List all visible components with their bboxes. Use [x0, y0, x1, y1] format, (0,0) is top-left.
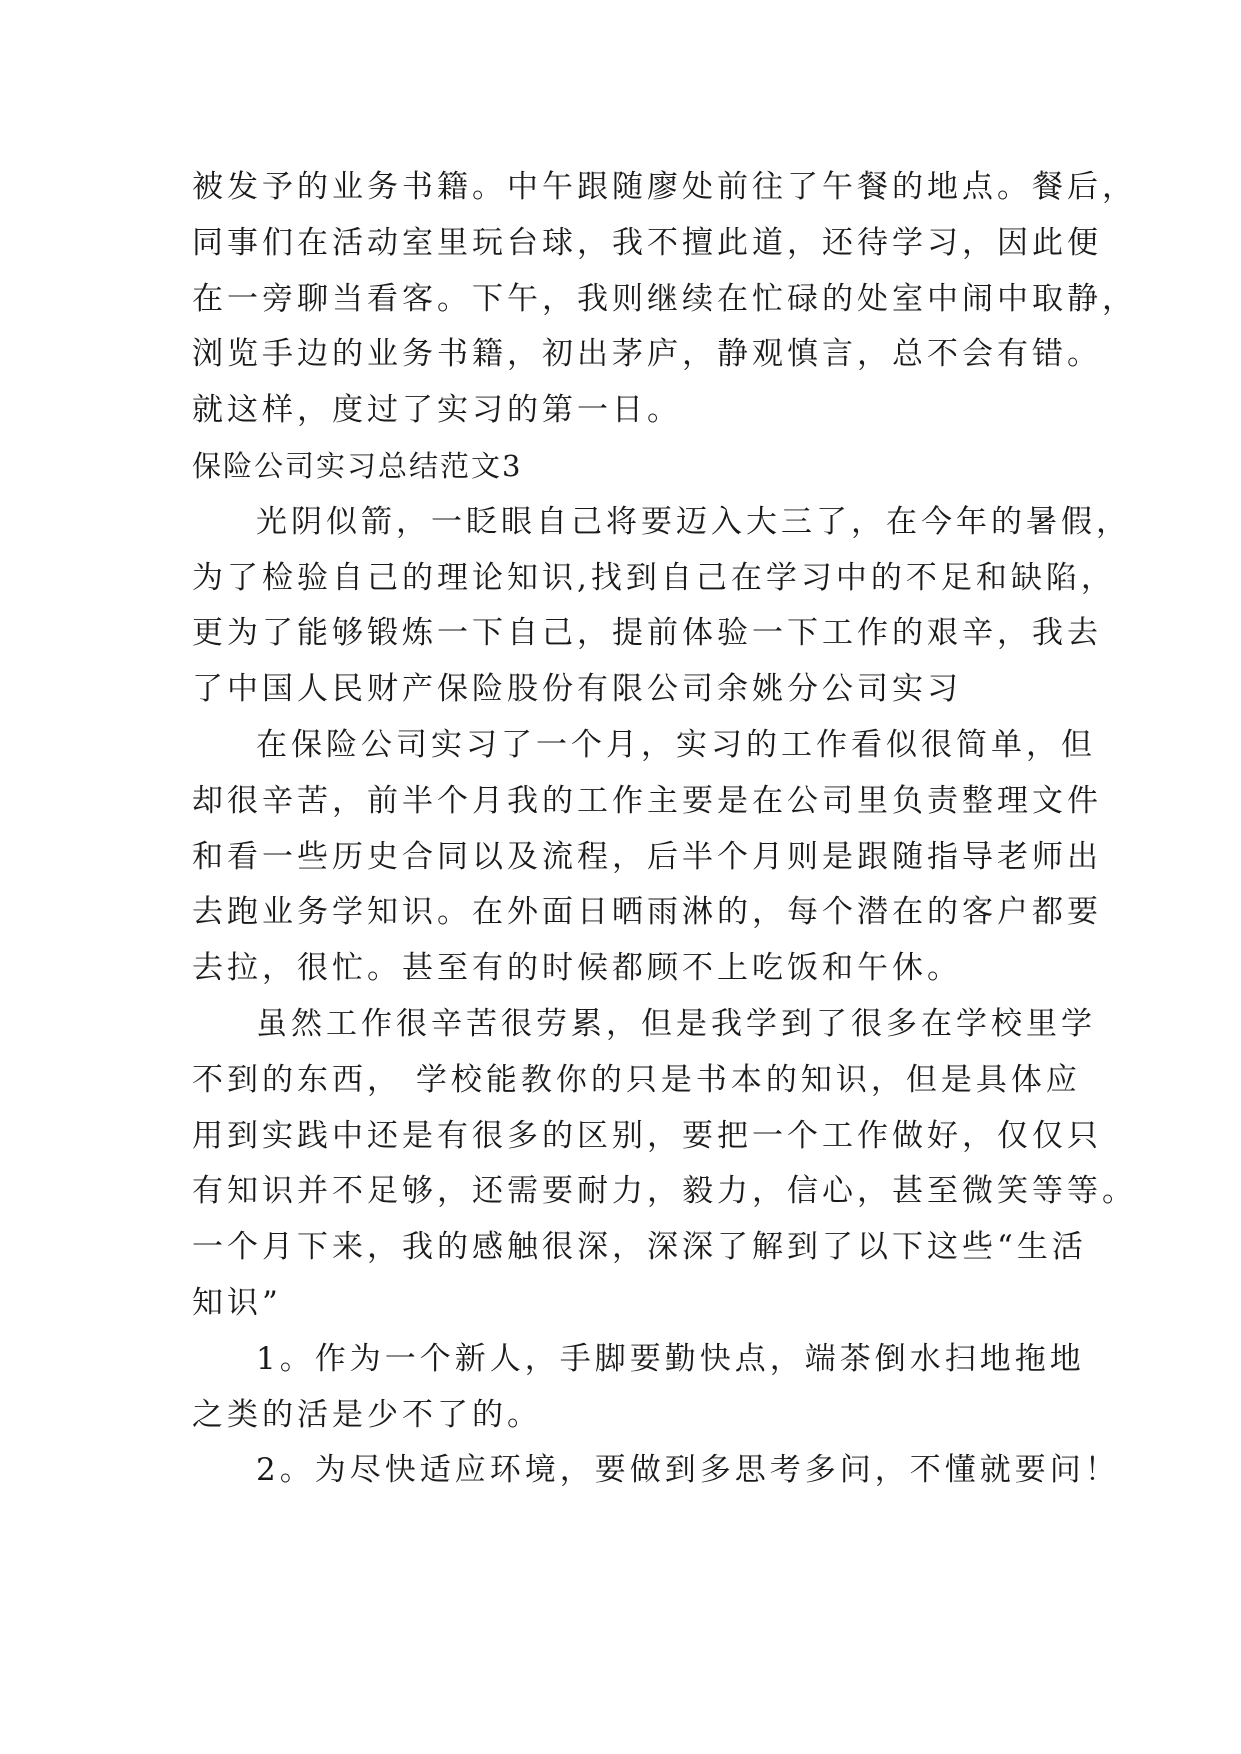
text-line: 同事们在活动室里玩台球，我不擅此道，还待学习，因此便: [192, 224, 1102, 261]
text-line: 浏览手边的业务书籍，初出茅庐，静观慎言，总不会有错。: [192, 336, 1102, 373]
text-line: 更为了能够锻炼一下自己，提前体验一下工作的艰辛，我去: [192, 615, 1102, 652]
text-line: 用到实践中还是有很多的区别，要把一个工作做好，仅仅只: [192, 1117, 1102, 1154]
text-line: 了中国人民财产保险股份有限公司余姚分公司实习: [192, 671, 962, 708]
text-line: 在一旁聊当看客。下午，我则继续在忙碌的处室中闹中取静，: [192, 280, 1137, 317]
text-line: 光阴似箭，一眨眼自己将要迈入大三了，在今年的暑假，: [256, 503, 1131, 540]
section-heading: 保险公司实习总结范文3: [192, 448, 523, 483]
text-line: 被发予的业务书籍。中午跟随廖处前往了午餐的地点。餐后，: [192, 169, 1137, 205]
text-line: 一个月下来，我的感触很深，深深了解到了以下这些“生活: [192, 1229, 1087, 1266]
text-line: 之类的活是少不了的。: [192, 1396, 542, 1433]
text-line: 在保险公司实习了一个月，实习的工作看似很简单，但: [256, 726, 1096, 763]
text-line: 就这样，度过了实习的第一日。: [192, 392, 682, 429]
document-body: [192, 160, 1137, 1499]
text-line: 去跑业务学知识。在外面日晒雨淋的，每个潜在的客户都要: [192, 894, 1102, 931]
text-line: 为了检验自己的理论知识,找到自己在学习中的不足和缺陷，: [192, 559, 1116, 596]
text-line: 知识”: [192, 1284, 282, 1321]
text-line: 去拉，很忙。甚至有的时候都顾不上吃饭和午休。: [192, 950, 962, 987]
text-line: 有知识并不足够，还需要耐力，毅力，信心，甚至微笑等等。: [192, 1173, 1137, 1210]
text-line: 1。作为一个新人，手脚要勤快点，端茶倒水扫地拖地: [256, 1340, 1085, 1377]
text-line: 虽然工作很辛苦很劳累，但是我学到了很多在学校里学: [256, 1005, 1096, 1042]
text-line: 不到的东西， 学校能教你的只是书本的知识，但是具体应: [192, 1061, 1081, 1098]
text-line: 却很辛苦，前半个月我的工作主要是在公司里负责整理文件: [192, 782, 1102, 819]
text-line: 和看一些历史合同以及流程，后半个月则是跟随指导老师出: [192, 838, 1102, 875]
text-line: 2。为尽快适应环境，要做到多思考多问，不懂就要问！: [256, 1452, 1120, 1489]
